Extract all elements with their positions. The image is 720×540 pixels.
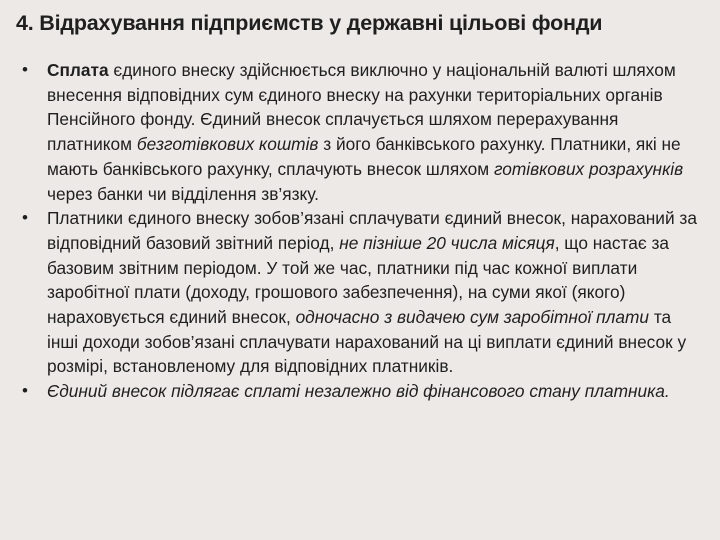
- slide-title: 4. Відрахування підприємств у державні цільові фонди: [16, 11, 603, 35]
- text-segment: Платники єдиного внеску зобов’язані сплачувати єдиний внесок, нарахований за відповідний базовий звітний період,: [47, 208, 697, 253]
- bullet-dot-icon: •: [22, 60, 28, 79]
- bullet-text: [47, 208, 697, 376]
- bullet-dot-icon: •: [22, 381, 28, 401]
- text-segment: Єдиний внесок підлягає сплаті незалежно від фінансового стану платника.: [47, 381, 670, 402]
- bullet-text: [47, 60, 683, 204]
- text-segment: не пізніше 20 числа місяця: [339, 232, 555, 253]
- bullet-dot-icon: •: [22, 208, 28, 228]
- text-segment: з його банківського рахунку. Платники, які не мають банківського рахунку, сплачують внесок шляхом: [47, 134, 681, 179]
- text-segment: одночасно з видачею сум заробітної плати: [295, 307, 650, 328]
- text-segment: через банки чи відділення зв’язку.: [47, 183, 319, 204]
- text-segment: , що настає за базовим звітним періодом. У той же час, платники під час кожної виплати заробітної плати (доходу, грошового забезпечення), на суми якої (якого) нараховується єдиний внесок,: [47, 232, 670, 328]
- text-segment: Сплата: [47, 60, 109, 80]
- bullet-item: [16, 379, 704, 404]
- bullet-item: [16, 58, 704, 206]
- text-segment: безготівкових коштів: [136, 134, 319, 155]
- bullet-item: [16, 206, 704, 379]
- bullet-list: [16, 58, 704, 404]
- bullet-text: [47, 381, 670, 401]
- text-segment: готівкових розрахунків: [493, 158, 684, 179]
- text-segment: та інші доходи зобов’язані сплачувати нарахований на ці виплати єдиний внесок у розмірі, встановленому для відповідних платників.: [47, 307, 687, 377]
- text-segment: єдиного внеску здійснюється виключно у національній валюті шляхом внесення відповідних сум єдиного внеску на рахунки територіальних органів Пенсійного фонду. Єдиний внесок сплачується шляхом перерахування платником: [47, 60, 676, 155]
